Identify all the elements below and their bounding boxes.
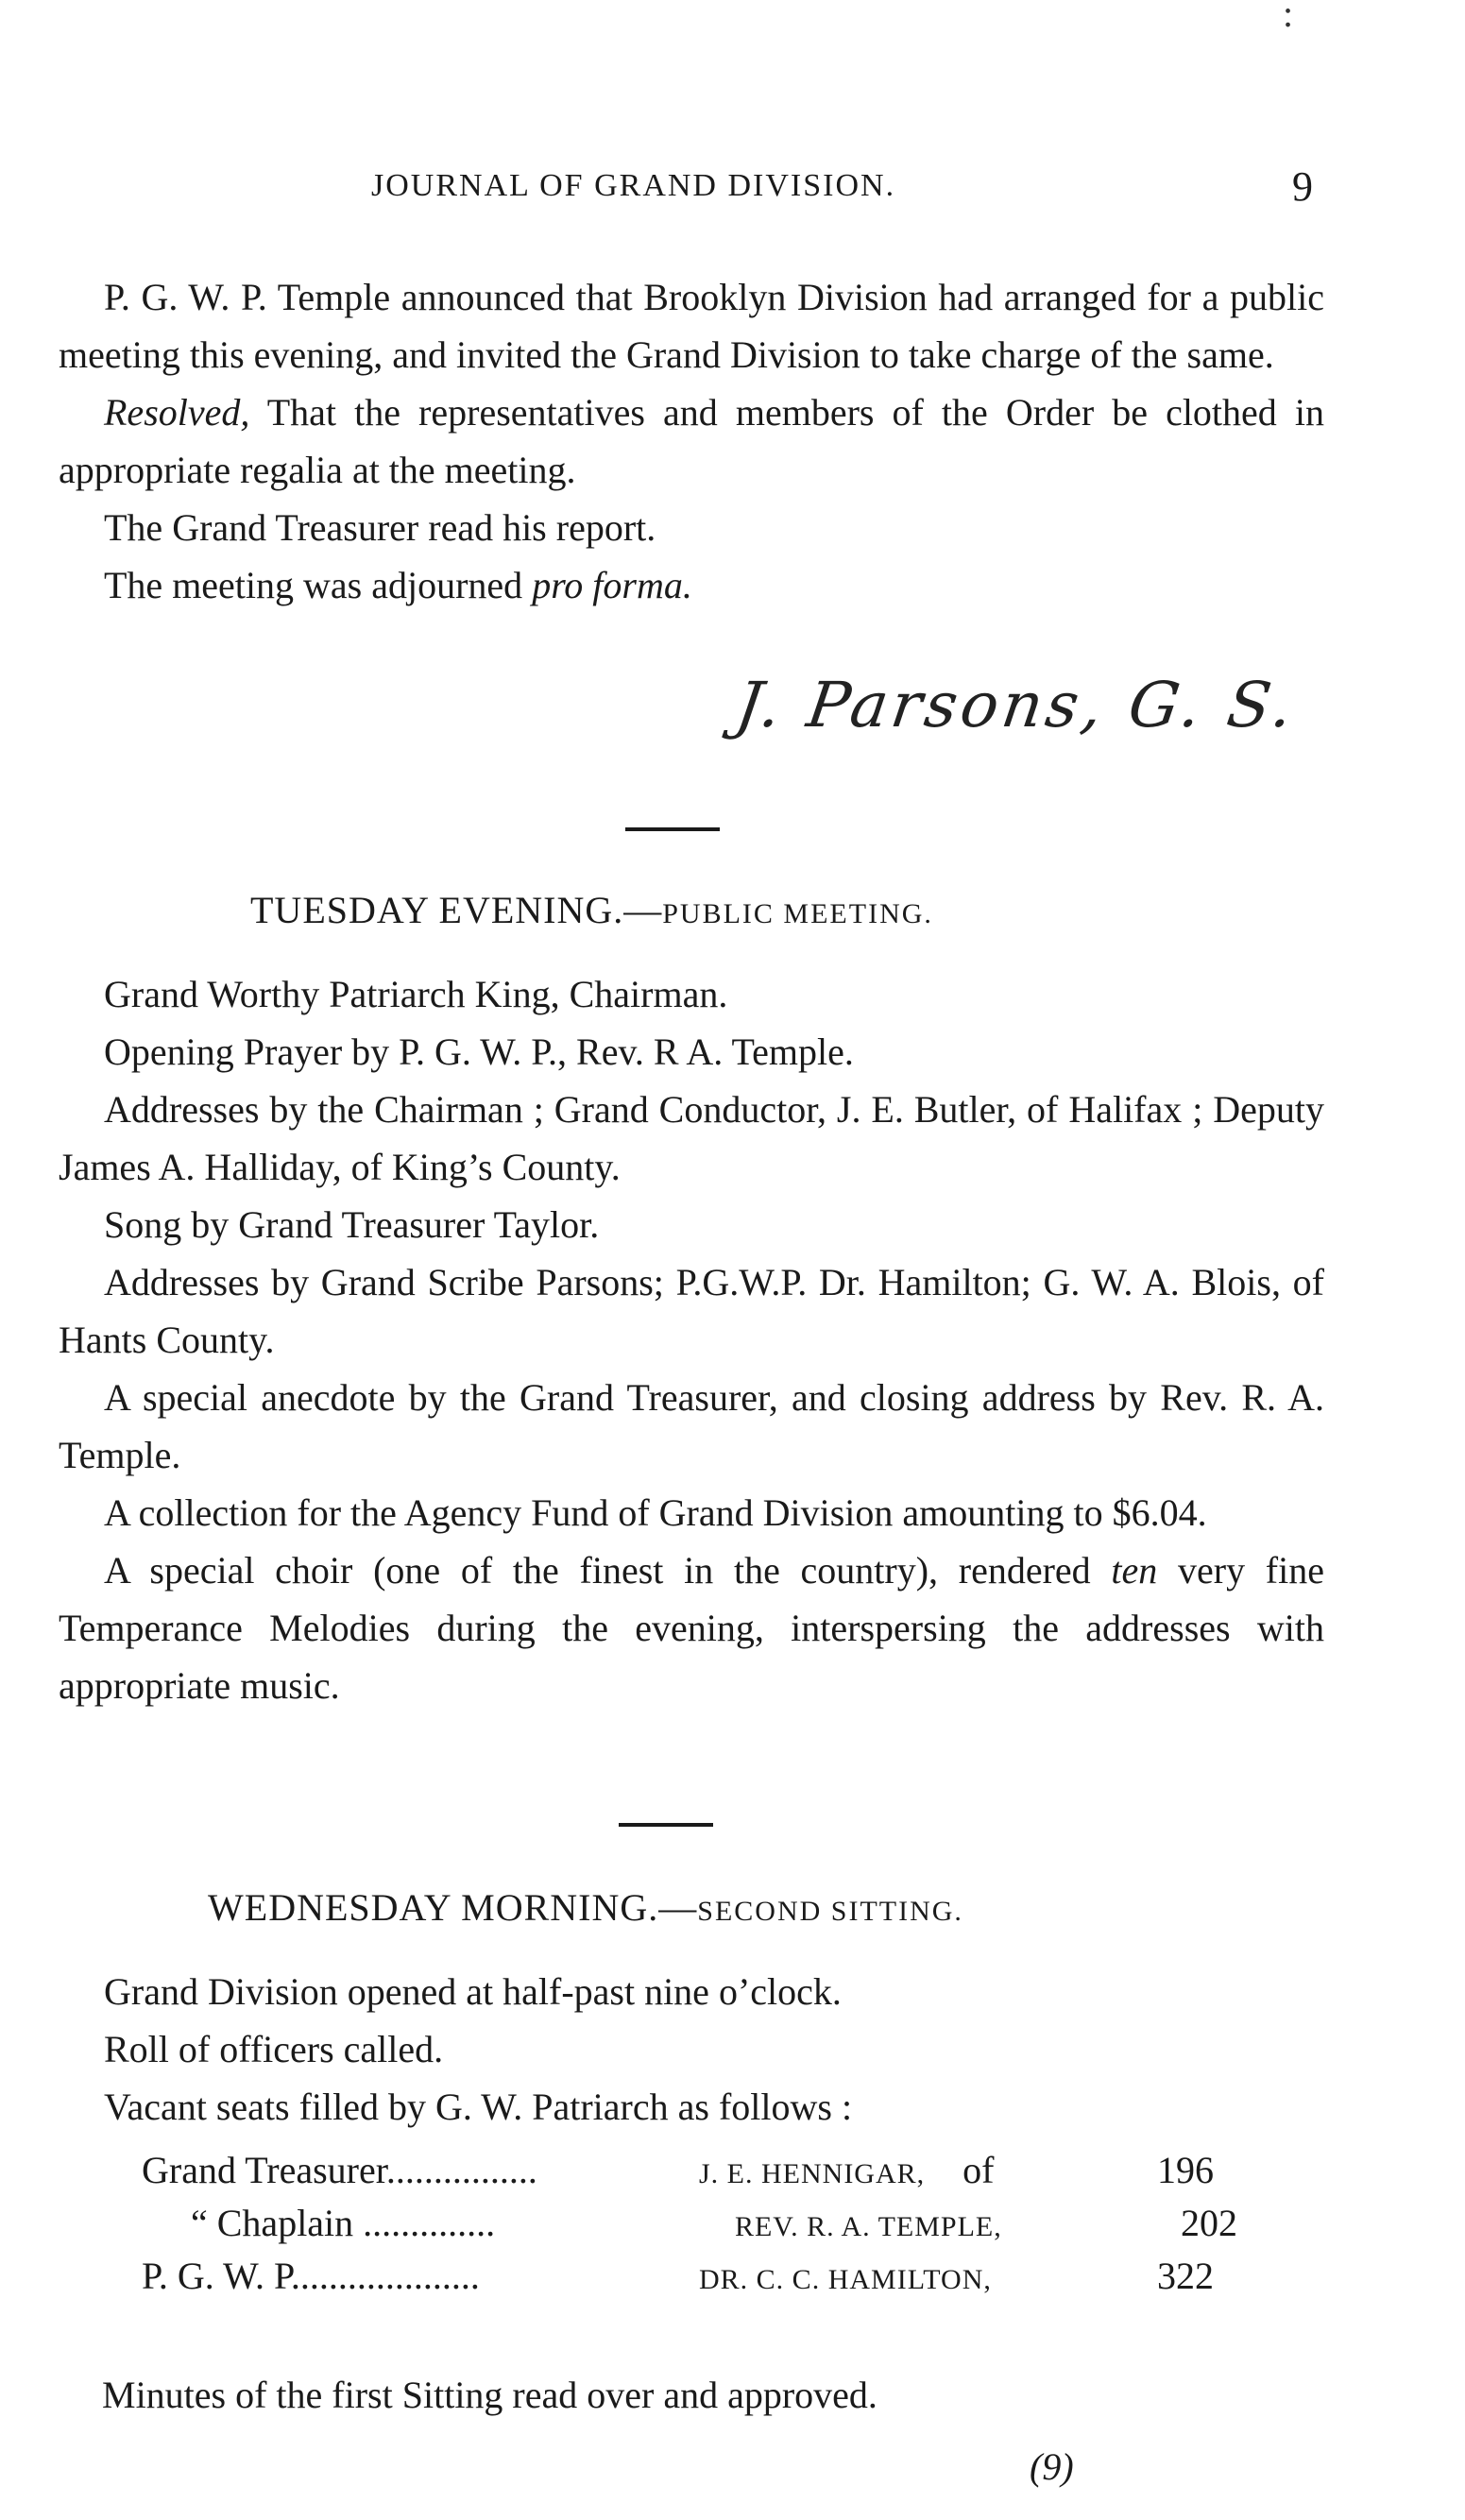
- choir-after: very fine Temperance Melodies during the evening, interspersing the addresses with appropriate music.: [59, 1549, 1324, 1707]
- paragraph-collection: A collection for the Agency Fund of Grand Division amounting to $6.04.: [104, 1491, 1207, 1534]
- resolution-text: That the representatives and members of the Order be clothed in appropriate regalia at the meeting.: [59, 391, 1324, 491]
- paragraph-temple-announcement: P. G. W. P. Temple announced that Brooklyn Division had arranged for a public meeting this evening, and invited the Grand Division to take charge of the same.: [59, 276, 1324, 376]
- opening-block: [59, 268, 1324, 614]
- running-head-title: JOURNAL OF GRAND DIVISION.: [371, 168, 896, 203]
- appointee-name: DR. C. C. HAMILTON,: [699, 2264, 992, 2295]
- appointee-cell: [699, 2250, 1138, 2303]
- folio-number: (9): [1030, 2445, 1074, 2488]
- heading-wednesday-smallcaps: SECOND SITTING.: [697, 1896, 963, 1927]
- table-row: [142, 2197, 1237, 2250]
- paragraph-addresses-scribe: Addresses by Grand Scribe Parsons; P.G.W.P. Dr. Hamilton; G. W. A. Blois, of Hants County.: [59, 1261, 1324, 1361]
- office-cell: “ Chaplain ..............: [191, 2202, 496, 2244]
- paragraph-division-opened: Grand Division opened at half-past nine o’clock.: [104, 1970, 842, 2013]
- divider-rule: [619, 1823, 713, 1827]
- office-cell: Grand Treasurer................: [142, 2149, 537, 2191]
- paragraph-vacant-seats: Vacant seats filled by G. W. Patriarch as follows :: [104, 2086, 853, 2128]
- paragraph-opening-prayer: Opening Prayer by P. G. W. P., Rev. R A. Temple.: [104, 1030, 854, 1073]
- heading-tuesday-evening: [250, 888, 933, 932]
- heading-tuesday-main: TUESDAY EVENING.—: [250, 889, 663, 931]
- choir-italic: ten: [1111, 1549, 1158, 1592]
- table-row: [142, 2250, 1237, 2303]
- appointee-cell: [699, 2144, 1138, 2197]
- wednesday-block: [59, 1963, 1324, 2136]
- paragraph-resolution: [59, 383, 1324, 499]
- heading-wednesday-morning: [208, 1885, 963, 1930]
- paragraph-roll-called: Roll of officers called.: [104, 2028, 444, 2070]
- signature-j-parsons: J. Parsons, G. S.: [731, 669, 1302, 741]
- paragraph-anecdote: A special anecdote by the Grand Treasurer, and closing address by Rev. R. A. Temple.: [59, 1376, 1324, 1476]
- page-number: 9: [1292, 163, 1313, 210]
- divider-rule: [625, 827, 720, 831]
- appointee-name: REV. R. A. TEMPLE,: [734, 2211, 1002, 2242]
- heading-wednesday-main: WEDNESDAY MORNING.—: [208, 1886, 698, 1929]
- adjourned-text: The meeting was adjourned: [104, 564, 533, 606]
- office-cell: P. G. W. P....................: [142, 2255, 480, 2297]
- division-number-cell: 202: [1181, 2202, 1237, 2244]
- corner-mark: :: [1283, 0, 1294, 35]
- appointee-cell: [735, 2197, 1164, 2250]
- adjourned-italic: pro forma.: [532, 564, 692, 606]
- appointee-name: J. E. HENNIGAR,: [699, 2158, 926, 2189]
- choir-before: A special choir (one of the finest in the country), rendered: [104, 1549, 1112, 1592]
- appointments-table: [142, 2144, 1237, 2303]
- table-row: [142, 2144, 1237, 2197]
- resolved-lead: Resolved,: [104, 391, 250, 434]
- paragraph-adjourned: [59, 556, 1324, 614]
- tuesday-block: [59, 965, 1324, 1714]
- paragraph-chairman: Grand Worthy Patriarch King, Chairman.: [104, 973, 728, 1015]
- paragraph-treasurer-report: The Grand Treasurer read his report.: [104, 506, 656, 549]
- heading-tuesday-smallcaps: PUBLIC MEETING.: [662, 898, 933, 929]
- paragraph-addresses-chairman: Addresses by the Chairman ; Grand Conductor, J. E. Butler, of Halifax ; Deputy James A. Halliday, of King’s County.: [59, 1088, 1324, 1188]
- paragraph-choir: [59, 1541, 1324, 1714]
- appointee-of: of: [962, 2149, 995, 2191]
- division-number-cell: 196: [1157, 2149, 1214, 2191]
- division-number-cell: 322: [1157, 2255, 1214, 2297]
- paragraph-minutes-approved: Minutes of the first Sitting read over and approved.: [102, 2374, 877, 2416]
- paragraph-song: Song by Grand Treasurer Taylor.: [104, 1203, 600, 1246]
